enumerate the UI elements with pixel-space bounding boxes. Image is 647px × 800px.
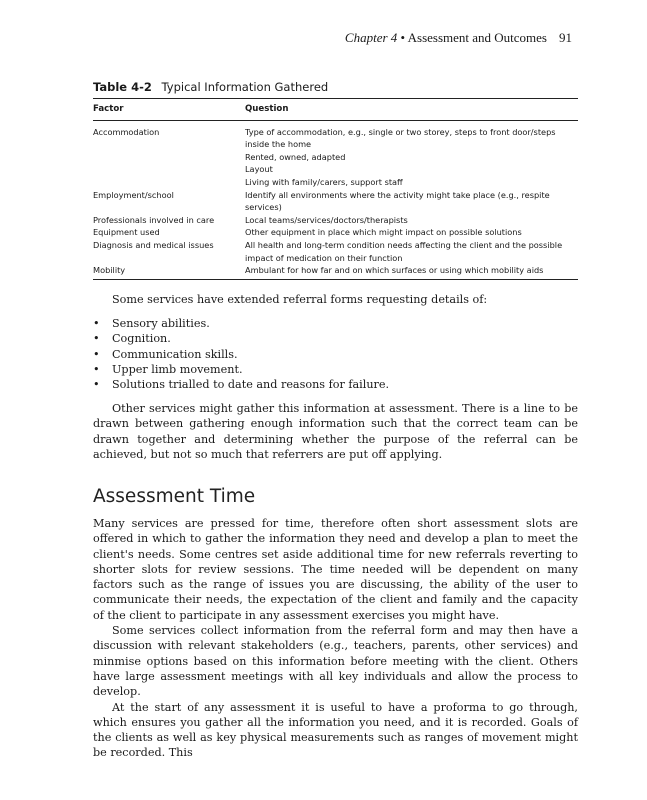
question-line: Layout bbox=[245, 164, 273, 175]
bullet-text: Communication skills. bbox=[112, 347, 238, 361]
chapter-label: Chapter 4 bbox=[344, 30, 398, 45]
table-label: Table 4-2 bbox=[93, 80, 152, 94]
bullet-item bbox=[93, 331, 578, 346]
table-row bbox=[93, 189, 578, 214]
factor-cell: Equipment used bbox=[93, 227, 160, 238]
header-factor: Factor bbox=[93, 99, 245, 121]
section-heading: Assessment Time bbox=[93, 486, 256, 507]
question-line: impact of medication on their function bbox=[245, 252, 403, 263]
question-line: Ambulant for how far and on which surfaces or using which mobility aids bbox=[245, 265, 544, 276]
factor-cell: Accommodation bbox=[93, 126, 160, 137]
table-row bbox=[93, 214, 578, 227]
running-head bbox=[345, 30, 572, 46]
question-cell bbox=[245, 189, 578, 214]
paragraph-after-bullets: Other services might gather this information at assessment. There is a line to be drawn between gathering enough information such that the correct team can be drawn together and determining whether the purpose of the referral can be achieved, but not so much that referrers are put off applying. bbox=[93, 402, 578, 461]
chapter-title: Assessment and Outcomes bbox=[407, 30, 547, 45]
bullet-text: Solutions trialled to date and reasons for failure. bbox=[112, 378, 390, 392]
bullet-icon: • bbox=[93, 332, 100, 346]
bullet-icon: • bbox=[93, 317, 100, 330]
bullet-icon: • bbox=[93, 347, 100, 361]
question-line: Local teams/services/doctors/therapists bbox=[245, 214, 408, 225]
information-table bbox=[93, 98, 578, 280]
question-cell bbox=[245, 214, 578, 227]
table-row bbox=[93, 226, 578, 239]
table-row bbox=[93, 239, 578, 264]
table-row bbox=[93, 264, 578, 279]
factor-cell: Employment/school bbox=[93, 189, 174, 200]
question-cell bbox=[245, 120, 578, 188]
section-paragraph: At the start of any assessment it is useful to have a proforma to go through, which ensures you gather all the information you need, and it is recorded. Goals of the clients as well as key physical measurements such as ranges of movement might be recorded. This bbox=[93, 700, 578, 760]
question-cell bbox=[245, 226, 578, 239]
bullet-icon: • bbox=[93, 362, 100, 376]
table-caption bbox=[93, 80, 328, 94]
page-number: 91 bbox=[559, 30, 572, 45]
bullet-text: Upper limb movement. bbox=[112, 362, 243, 376]
bullet-item bbox=[93, 347, 578, 362]
intro-paragraph: Some services have extended referral forms requesting details of: bbox=[112, 293, 488, 306]
question-line: Rented, owned, adapted bbox=[245, 151, 346, 162]
bullet-item bbox=[93, 362, 578, 377]
question-line: Type of accommodation, e.g., single or two storey, steps to front door/steps bbox=[245, 126, 556, 137]
section-paragraph: Some services collect information from the referral form and may then have a discussion with relevant stakeholders (e.g., teachers, parents, other services) and minmise options based on this information before meeting with the client. Others have large assessment meetings with all key individuals and allow the process to develop. bbox=[93, 624, 578, 699]
intro-text bbox=[93, 292, 578, 307]
question-line: Living with family/carers, support staff bbox=[245, 176, 403, 187]
table-row bbox=[93, 120, 578, 188]
question-line: inside the home bbox=[245, 139, 312, 150]
table-title: Typical Information Gathered bbox=[161, 80, 329, 94]
bullet-icon: • bbox=[93, 378, 100, 392]
bullet-item bbox=[93, 316, 578, 331]
referral-details-list bbox=[93, 316, 578, 392]
after-list-text bbox=[93, 401, 578, 462]
question-line: All health and long-term condition needs affecting the client and the possible bbox=[245, 239, 563, 250]
section-body bbox=[93, 516, 578, 761]
bullet-text: Cognition. bbox=[112, 332, 171, 346]
bullet-text: Sensory abilities. bbox=[112, 317, 210, 330]
factor-cell: Diagnosis and medical issues bbox=[93, 239, 214, 250]
question-line: Other equipment in place which might impact on possible solutions bbox=[245, 227, 522, 238]
table-header-row bbox=[93, 99, 578, 121]
question-cell bbox=[245, 239, 578, 264]
table-body bbox=[93, 120, 578, 279]
question-cell bbox=[245, 264, 578, 279]
bullet-item bbox=[93, 377, 578, 392]
header-question: Question bbox=[245, 99, 578, 121]
head-separator: • bbox=[397, 30, 408, 45]
factor-cell: Mobility bbox=[93, 264, 245, 279]
section-paragraph: Many services are pressed for time, therefore often short assessment slots are offered in which to gather the information they need and develop a plan to meet the client's needs. Some centres set aside additional time for new referrals reverting to shorter slots for review sessions. The time needed will be dependent on many factors such as the range of issues you are discussing, the ability of the user to communicate their needs, the expectation of the client and family and the capacity of the client to participate in any assessment exercises you might have. bbox=[93, 517, 578, 622]
factor-cell: Professionals involved in care bbox=[93, 214, 215, 225]
question-line: Identify all environments where the activity might take place (e.g., respite services) bbox=[245, 189, 550, 213]
